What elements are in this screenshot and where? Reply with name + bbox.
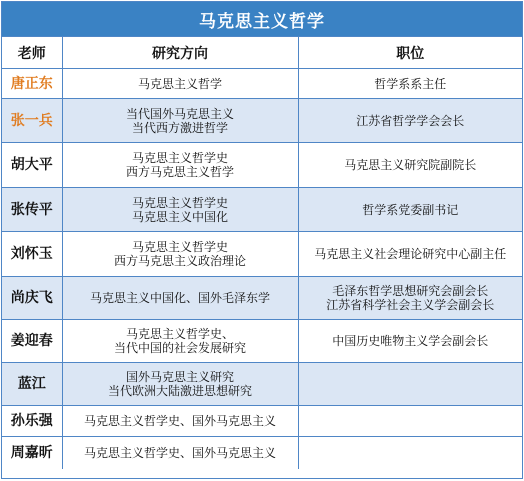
research-direction-cell [62,363,298,406]
teacher-name-cell: 张一兵 [2,99,62,143]
research-direction-line: 马克思主义哲学史 [131,151,228,165]
research-direction-line: 马克思主义中国化、国外毛泽东学 [89,291,270,305]
research-direction-line: 马克思主义哲学史 [131,195,228,210]
position-cell [298,437,522,469]
teacher-name-cell: 刘怀玉 [2,232,62,277]
table-row [2,363,522,406]
teacher-name-cell: 尚庆飞 [2,277,62,320]
teacher-name-cell: 胡大平 [2,143,62,188]
faculty-table [2,37,522,469]
position-line: 马克思主义社会理论研究中心副主任 [314,247,507,261]
table-title: 马克思主义哲学 [2,2,522,37]
research-direction-line: 西方马克思主义政治理论 [113,254,246,268]
position-line: 中国历史唯物主义学会副会长 [332,334,489,348]
position-cell [298,320,522,363]
research-direction-cell [62,99,298,143]
position-cell [298,188,522,232]
position-cell [298,277,522,320]
research-direction-cell [62,277,298,320]
table-row [2,277,522,320]
position-cell [298,69,522,99]
research-direction-cell [62,143,298,188]
research-direction-line: 当代国外马克思主义 [125,106,234,121]
research-direction-cell [62,437,298,469]
table-row [2,188,522,232]
table-row [2,406,522,437]
position-line: 江苏省科学社会主义学会副会长 [326,298,495,312]
teacher-name-cell: 张传平 [2,188,62,232]
teacher-name-cell: 唐正东 [2,69,62,99]
position-line: 哲学系系主任 [374,76,447,91]
research-direction-line: 当代欧洲大陆激进思想研究 [107,384,252,398]
header-research-direction: 研究方向 [62,37,298,69]
research-direction-line: 国外马克思主义研究 [125,370,234,384]
position-cell [298,232,522,277]
position-cell [298,99,522,143]
research-direction-cell [62,406,298,437]
table-row [2,143,522,188]
table-row [2,69,522,99]
research-direction-line: 马克思主义哲学史 [131,240,228,254]
research-direction-line: 当代中国的社会发展研究 [113,341,246,355]
position-cell [298,406,522,437]
position-cell [298,363,522,406]
research-direction-line: 马克思主义哲学史、 [125,327,234,341]
faculty-table-container [1,1,523,479]
research-direction-line: 西方马克思主义哲学 [125,165,234,179]
table-row [2,232,522,277]
research-direction-line: 马克思主义哲学 [137,76,222,91]
research-direction-line: 马克思主义中国化 [131,209,228,224]
research-direction-cell [62,188,298,232]
teacher-name-cell: 周嘉昕 [2,437,62,469]
table-row [2,320,522,363]
research-direction-cell [62,320,298,363]
header-row [2,37,522,69]
teacher-name-cell: 孙乐强 [2,406,62,437]
research-direction-line: 当代西方激进哲学 [131,120,228,135]
position-line: 马克思主义研究院副院长 [344,158,477,172]
header-teacher: 老师 [2,37,62,69]
table-row [2,99,522,143]
position-cell [298,143,522,188]
research-direction-line: 马克思主义哲学史、国外马克思主义 [83,445,276,460]
position-line: 毛泽东哲学思想研究会副会长 [332,284,489,298]
position-line: 江苏省哲学学会会长 [356,113,465,128]
teacher-name-cell: 蓝江 [2,363,62,406]
teacher-name-cell: 姜迎春 [2,320,62,363]
research-direction-cell [62,232,298,277]
header-position: 职位 [298,37,522,69]
research-direction-line: 马克思主义哲学史、国外马克思主义 [83,414,276,428]
position-line: 哲学系党委副书记 [362,202,459,217]
research-direction-cell [62,69,298,99]
table-row [2,437,522,469]
